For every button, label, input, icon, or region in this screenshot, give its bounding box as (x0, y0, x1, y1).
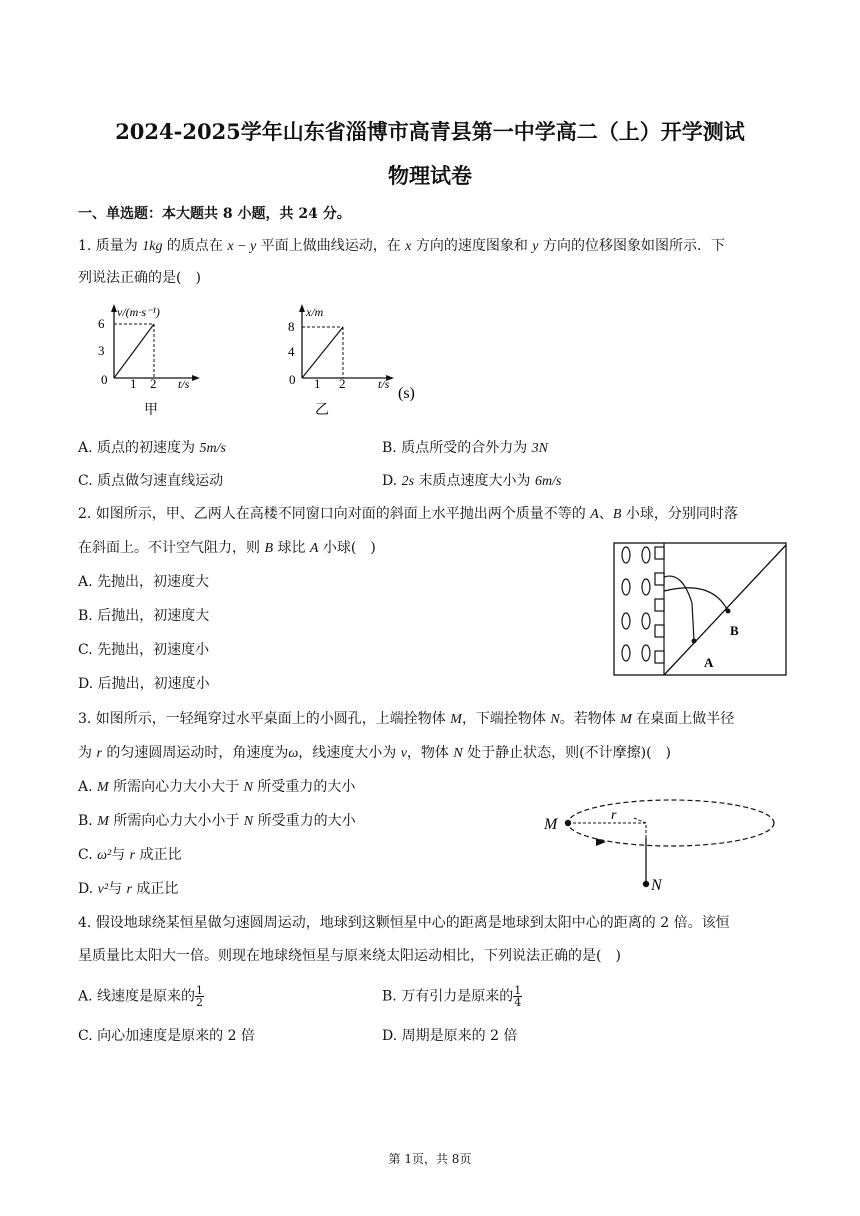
origin: 0 (289, 372, 296, 387)
y-axis-arrow (299, 304, 305, 312)
q1-option-b: B. 质点所受的合外力为 3N (382, 440, 548, 456)
hole-marker (634, 818, 646, 838)
page-title: 2024-2025学年山东省淄博市高青县第一中学高二（上）开学测试 (115, 119, 745, 144)
q4-stem-line1: 4. 假设地球绕某恒星做匀速圆周运动，地球到这颗恒星中心的距离是地球到太阳中心的距离的 2 倍。该恒 (78, 915, 730, 931)
slope-line (664, 545, 786, 675)
q4-option-b: B. 万有引力是原来的 $\frac{1}{4}$ (382, 984, 522, 1009)
label-n: N (651, 877, 662, 894)
label-b: B (730, 623, 739, 638)
tick-1: 1 (130, 376, 137, 391)
trajectory-a (664, 576, 694, 641)
building-windows (622, 547, 650, 661)
y-label: x/m (306, 305, 324, 319)
section-heading: 一、单选题：本大题共 8 小题，共 24 分。 (78, 206, 351, 222)
q4-option-d: D. 周期是原来的 2 倍 (382, 1028, 518, 1044)
caption: 甲 (144, 403, 158, 418)
q1-stem-line1: 1. 质量为 1kg 的质点在 x − y 平面上做曲线运动，在 x 方向的速度图象和 y 方向的位移图象如图所示．下 (78, 238, 725, 254)
q1-option-a: A. 质点的初速度为 5m/s (78, 440, 226, 456)
fraction: $\frac{1}{4}$ (514, 984, 522, 1009)
window-ledges (655, 547, 664, 663)
x-label: t/s (178, 377, 190, 391)
q3-circular-motion-diagram (538, 798, 784, 898)
q3-stem-line2: 为 r 的匀速圆周运动时，角速度为ω，线速度大小为 v，物体 N 处于静止状态，则(不计摩擦)( ) (78, 745, 672, 761)
trajectory-b (664, 588, 728, 611)
x-unit: (s) (398, 385, 415, 402)
page-subtitle: 物理试卷 (388, 163, 472, 188)
q2-stem-line1: 2. 如图所示，甲、乙两人在高楼不同窗口向对面的斜面上水平抛出两个质量不等的 A、B 小球，分别同时落 (78, 506, 738, 522)
q1-stem-line2: 列说法正确的是( ) (78, 270, 201, 286)
q1-option-c: C. 质点做匀速直线运动 (78, 473, 224, 489)
ball-a (692, 639, 697, 644)
q4-stem-line2: 星质量比太阳大一倍。则现在地球绕恒星与原来绕太阳运动相比，下列说法正确的是( ) (78, 948, 621, 964)
q3-option-a: A. M 所需向心力大小大于 N 所受重力的大小 (78, 779, 356, 795)
frame (614, 543, 786, 675)
tick-6: 6 (98, 316, 105, 331)
q4-option-c: C. 向心加速度是原来的 2 倍 (78, 1028, 255, 1044)
q2-stem-line2: 在斜面上。不计空气阻力，则 B 球比 A 小球( ) (78, 540, 376, 556)
q2-option-c: C. 先抛出，初速度小 (78, 642, 210, 658)
q3-option-b: B. M 所需向心力大小小于 N 所受重力的大小 (78, 813, 356, 829)
fraction: $\frac{1}{2}$ (196, 984, 204, 1009)
tick-3: 3 (98, 343, 105, 358)
direction-arrow (596, 838, 606, 846)
q3-option-d: D. v²与 r 成正比 (78, 881, 179, 897)
label-a: A (704, 655, 714, 670)
q1-displacement-graph (280, 300, 430, 420)
q2-option-d: D. 后抛出，初速度小 (78, 676, 210, 692)
y-label: v/(m·s⁻¹) (117, 305, 160, 319)
label-m: M (544, 816, 558, 833)
tick-1: 1 (314, 376, 321, 391)
tick-4: 4 (288, 344, 295, 359)
q3-option-c: C. ω²与 r 成正比 (78, 847, 182, 863)
x-axis-arrow (192, 375, 200, 381)
origin: 0 (101, 372, 108, 387)
ball-b (726, 609, 731, 614)
q2-slope-diagram (612, 541, 788, 677)
page-footer: 第 1页，共 8页 (388, 1152, 472, 1166)
x-label: t/s (378, 377, 390, 391)
q2-option-b: B. 后抛出，初速度大 (78, 608, 210, 624)
velocity-line (114, 324, 154, 378)
q2-option-a: A. 先抛出，初速度大 (78, 574, 210, 590)
q4-option-a: A. 线速度是原来的 $\frac{1}{2}$ (78, 984, 204, 1009)
mass-n (643, 881, 649, 887)
tick-2: 2 (339, 376, 346, 391)
tick-2: 2 (150, 376, 157, 391)
q1-velocity-graph (88, 300, 218, 420)
tick-8: 8 (288, 319, 295, 334)
q1-option-d: D. 2s 末质点速度大小为 6m/s (382, 473, 562, 489)
caption: 乙 (315, 403, 329, 418)
q3-stem-line1: 3. 如图所示，一轻绳穿过水平桌面上的小圆孔，上端拴物体 M，下端拴物体 N。若物体 M 在桌面上做半径 (78, 711, 735, 727)
label-r: r (611, 808, 617, 823)
displacement-line (302, 327, 343, 378)
